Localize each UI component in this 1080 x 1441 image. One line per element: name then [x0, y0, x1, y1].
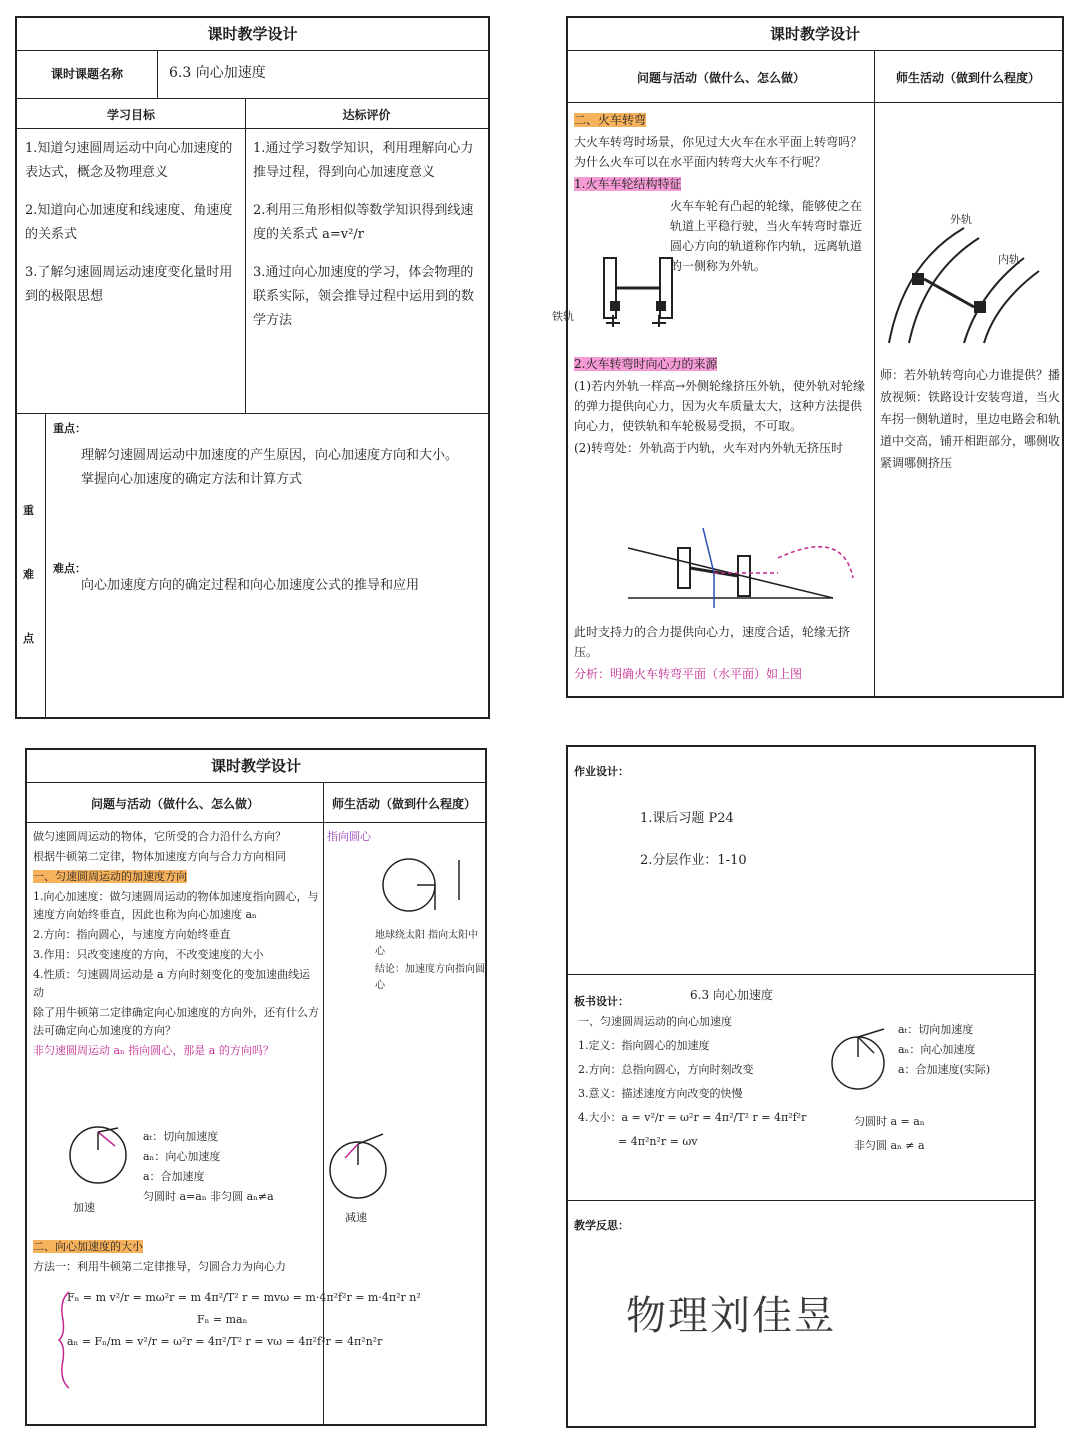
course-label: 课时课题名称 — [50, 67, 123, 81]
side-label-char: 重 — [23, 504, 34, 517]
flat-rails-case: (1)若内外轨一样高→外侧轮缘挤压外轨，使外轨对轮缘的弹力提供向心力，因为火车质量太大，这种方法提供向心力，使铁轨和车轮极易受损，不可取。 — [574, 379, 866, 433]
sheet-header: 课时教学设计 — [17, 18, 488, 51]
teacher-column — [327, 828, 485, 848]
col-activities: 问题与活动（做什么、怎么做） — [90, 797, 259, 811]
decelerating-caption: 减速 — [345, 1211, 367, 1224]
course-value: 6.3 向心加速度 — [169, 65, 266, 81]
goal-item: 1.知道匀速圆周运动中向心加速度的表达式，概念及物理意义 — [25, 141, 233, 180]
board-title: 6.3 向心加速度 — [690, 988, 773, 1002]
board-circle-diagram — [822, 1023, 894, 1095]
sheet-lesson-plan-2 — [552, 16, 1064, 698]
homework-label: 作业设计： — [574, 765, 629, 778]
sheet-lesson-plan-3 — [25, 748, 487, 1426]
wheel-diagram — [586, 243, 686, 338]
board-line: 3.意义：描述速度方向改变的快慢 — [578, 1087, 743, 1100]
direction-conclusion: 结论：加速度方向指向圆心 — [375, 964, 485, 991]
sub-force-source: 2.火车转弯时向心力的来源 — [574, 357, 718, 371]
board-line: 一、匀速圆周运动的向心加速度 — [578, 1015, 732, 1028]
legend-centripetal: aₙ：向心加速度 — [143, 1150, 221, 1163]
magnitude-section — [33, 1238, 319, 1278]
homework-item: 1.课后习题 P24 — [640, 811, 734, 826]
answer-toward-center: 指向圆心 — [327, 830, 371, 843]
definition-effect: 3.作用：只改变速度的方向，不改变速度的大小 — [33, 948, 264, 961]
definition-centripetal: 1.向心加速度：做匀速圆周运动的物体加速度指向圆心，与速度方向始终垂直，因此也称为向心加速度 aₙ — [33, 890, 319, 921]
col-teacher-student: 师生活动（做到什么程度） — [895, 71, 1040, 85]
activities-column — [33, 828, 319, 1062]
banked-track-diagram — [618, 518, 858, 613]
board-legend-item: a：合加速度(实际) — [898, 1063, 991, 1076]
formula-block — [67, 1288, 487, 1354]
goal-item: 3.了解匀速圆周运动速度变化量时用到的极限思想 — [25, 265, 233, 304]
sheet-header: 课时教学设计 — [27, 750, 485, 783]
board-lines — [578, 1011, 818, 1155]
sub-wheel-structure: 1.火车车轮结构特征 — [574, 177, 682, 191]
board-comparison — [854, 1111, 1024, 1159]
accelerating-caption: 加速 — [73, 1201, 95, 1214]
question-force-direction: 做匀速圆周运动的物体，它所受的合力沿什么方向？ — [33, 830, 286, 843]
side-label-char: 难 — [23, 568, 34, 581]
author-signature: 物理刘佳昱 — [626, 1293, 836, 1339]
newton-relation: Fₙ = maₙ — [197, 1313, 248, 1326]
board-line: 2.方向：总指向圆心，方向时刻改变 — [578, 1063, 754, 1076]
board-line: 4.大小：a = v²/r = ω²r = 4π²/T² r = 4π²f²r — [578, 1111, 807, 1124]
board-compare-nonuniform: 非匀圆 aₙ ≠ a — [854, 1139, 925, 1152]
banked-case: (2)转弯处：外轨高于内轨，火车对内外轨无挤压时 — [574, 441, 843, 455]
eval-item: 1.通过学习数学知识，利用理解向心力推导过程，得到向心加速度意义 — [253, 141, 474, 180]
right-notes — [375, 928, 485, 996]
board-legend — [898, 1021, 1034, 1081]
force-circle-diagram — [379, 850, 479, 920]
curved-rails-diagram — [884, 213, 1059, 348]
legend-total: a：合加速度 — [143, 1170, 205, 1183]
sheet-lesson-plan-1 — [15, 16, 490, 719]
nonuniform-note: 非匀速圆周运动 aₙ 指向圆心，那是 a 的方向吗？ — [33, 1044, 274, 1057]
question-other-method: 除了用牛顿第二定律确定向心加速度的方向外，还有什么方法可确定向心加速度的方向？ — [33, 1006, 319, 1037]
method-newton: 方法一：利用牛顿第二定律推导，匀圆合力为向心力 — [33, 1260, 286, 1273]
homework-item: 2.分层作业：1-10 — [640, 853, 747, 868]
eval-item: 2.利用三角形相似等数学知识得到线速度的关系式 a=v²/r — [253, 203, 474, 242]
board-line: = 4π²n²r = ωv — [618, 1135, 698, 1148]
acc-legend — [143, 1128, 303, 1208]
uniform-equation: 匀圆时 a=aₙ 非匀圆 aₙ≠a — [143, 1190, 274, 1203]
board-compare-uniform: 匀圆时 a = aₙ — [854, 1115, 925, 1128]
deceleration-circle — [323, 1130, 393, 1205]
wheel-description: 火车车轮有凸起的轮缘，能够使之在轨道上平稳行驶，当火车转弯时靠近圆心方向的轨道称作内轨，远离轨道的一侧称为外轨。 — [670, 199, 863, 273]
board-label: 板书设计： — [574, 995, 629, 1008]
teacher-note: 师：若外轨转弯向心力谁提供？播放视频：铁路设计安装弯道，当火车拐一侧轨道时，里边电路会和轨道中交高，铺开相距部分，哪侧收紧调哪侧挤压 — [880, 368, 1061, 470]
key-point-label: 重点： — [53, 422, 86, 435]
outer-rail-label: 外轨 — [950, 213, 972, 226]
definition-direction: 2.方向：指向圆心，与速度方向始终垂直 — [33, 928, 231, 941]
homework-items — [640, 807, 747, 875]
col-learning-goal: 学习目标 — [106, 108, 155, 122]
acceleration-circle — [63, 1120, 133, 1190]
definition-nature: 4.性质：匀速圆周运动是 a 方向时刻变化的变加速曲线运动 — [33, 968, 311, 999]
hard-point-text: 向心加速度方向的确定过程和向心加速度公式的推导和应用 — [81, 578, 420, 593]
sheet-header: 课时教学设计 — [568, 18, 1062, 51]
board-legend-item: aₜ：切向加速度 — [898, 1023, 974, 1036]
board-legend-item: aₙ：向心加速度 — [898, 1043, 976, 1056]
reflection-label: 教学反思： — [574, 1219, 629, 1232]
eval-list — [253, 137, 483, 335]
section-direction: 一、匀速圆周运动的加速度方向 — [33, 870, 187, 883]
goal-item: 2.知道向心加速度和线速度、角速度的关系式 — [25, 203, 233, 242]
goals-list — [25, 137, 237, 311]
inner-rail-label: 内轨 — [998, 253, 1020, 266]
legend-tangential: aₜ：切向加速度 — [143, 1130, 219, 1143]
col-evaluation: 达标评价 — [342, 108, 391, 122]
conclusion-text: 此时支持力的合力提供向心力，速度合适，轮缘无挤压。 — [574, 625, 851, 659]
key-point-text: 理解匀速圆周运动中加速度的产生原因，向心加速度方向和大小。掌握向心加速度的确定方法和计算方式 — [81, 448, 459, 487]
eval-item: 3.通过向心加速度的学习，体会物理的联系实际，领会推导过程中运用到的数学方法 — [253, 265, 475, 328]
force-formula: Fₙ = m v²/r = mω²r = m 4π²/T² r = mvω = m·4π²f²r = m·4π²r n² — [67, 1291, 421, 1304]
acceleration-formula: aₙ = Fₙ/m = v²/r = ω²r = 4π²/T² r = vω = 4π²f²r = 4π²n²r — [67, 1335, 383, 1348]
force-source — [574, 354, 870, 460]
intro-question: 大火车转弯时场景，你见过大火车在水平面上转弯吗？为什么火车可以在水平面内转弯大火车不行呢？ — [574, 135, 863, 169]
hard-point-label: 难点： — [53, 562, 86, 575]
answer-newton: 根据牛顿第二定律，物体加速度方向与合力方向相同 — [33, 850, 286, 863]
earth-sun-note: 地球绕太阳 指向太阳中心 — [375, 930, 479, 957]
brace-mark — [57, 1290, 71, 1390]
section-train-turn: 二、火车转弯 — [574, 113, 647, 127]
col-activities: 问题与活动（做什么、怎么做） — [636, 71, 805, 85]
section-magnitude: 二、向心加速度的大小 — [33, 1240, 143, 1253]
side-label-char: 点 — [23, 632, 34, 645]
analysis-text: 分析：明确火车转弯平面（水平面）如上图 — [574, 667, 803, 681]
rail-label: 铁轨 — [552, 310, 574, 323]
col-teacher-student: 师生活动（做到什么程度） — [331, 797, 476, 811]
conclusion-block — [574, 622, 870, 686]
board-line: 1.定义：指向圆心的加速度 — [578, 1039, 710, 1052]
